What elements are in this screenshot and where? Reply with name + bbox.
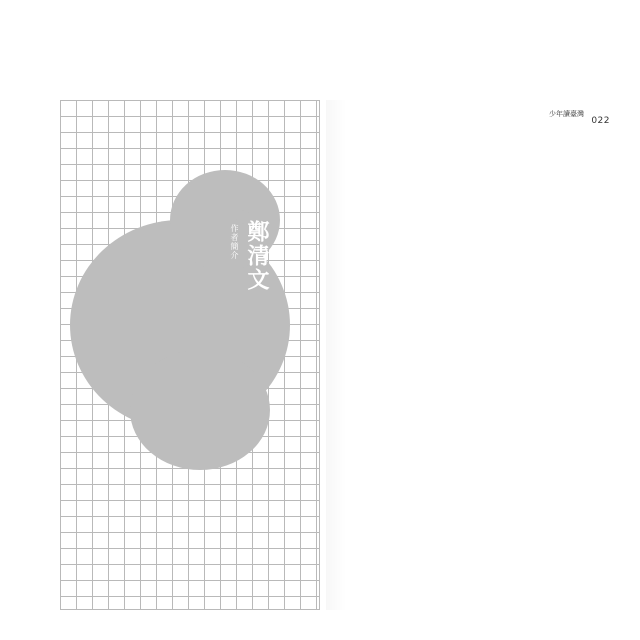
- page-gutter: [326, 100, 346, 610]
- author-bio-text: [256, 350, 264, 610]
- page-number: 022: [591, 116, 610, 126]
- title-block: [230, 220, 270, 292]
- series-tag: 少年讀臺灣: [549, 110, 584, 118]
- left-page: [60, 100, 320, 610]
- gray-blob-bottom: [130, 350, 270, 470]
- author-name: 鄭清文: [244, 220, 270, 292]
- right-page-header: [520, 110, 610, 134]
- story-text: [400, 150, 600, 450]
- author-label: 作者簡介: [230, 224, 239, 260]
